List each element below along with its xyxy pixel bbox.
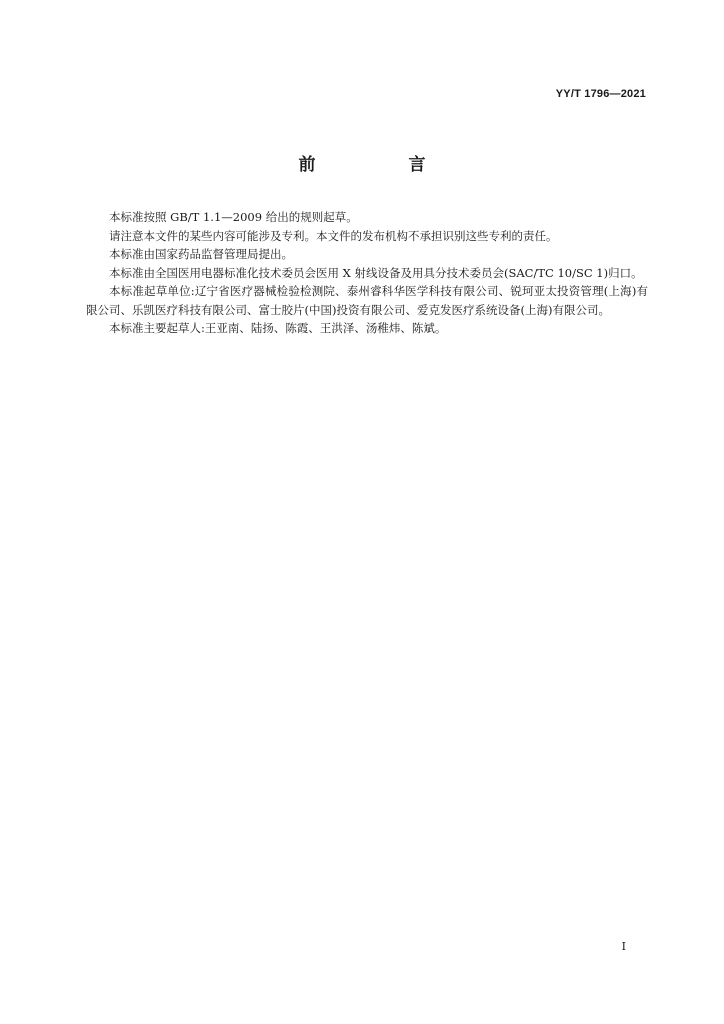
paragraph-proposer: 本标准由国家药品监督管理局提出。: [109, 247, 293, 261]
paragraph-committee: 本标准由全国医用电器标准化技术委员会医用 X 射线设备及用具分技术委员会(SAC/TC 10/SC 1)归口。: [109, 265, 643, 280]
standard-code: YY/T 1796—2021: [555, 88, 646, 100]
page-title: 前 言: [298, 155, 464, 175]
page-number: I: [621, 940, 626, 953]
foreword-body: [86, 208, 648, 338]
paragraph-drafting-units: 本标准起草单位:辽宁省医疗器械检验检测院、泰州睿科华医学科技有限公司、锐珂亚太投资管理(上海)有限公司、乐凯医疗科技有限公司、富士胶片(中国)投资有限公司、爱克发医疗系统设备(上海)有限公司。: [86, 284, 648, 317]
paragraph-drafting-rules: 本标准按照 GB/T 1.1—2009 给出的规则起草。: [109, 210, 358, 224]
paragraph-drafters: 本标准主要起草人:王亚南、陆扬、陈霞、王洪泽、汤稚炜、陈斌。: [109, 321, 447, 335]
paragraph-patent-notice: 请注意本文件的某些内容可能涉及专利。本文件的发布机构不承担识别这些专利的责任。: [109, 228, 558, 243]
